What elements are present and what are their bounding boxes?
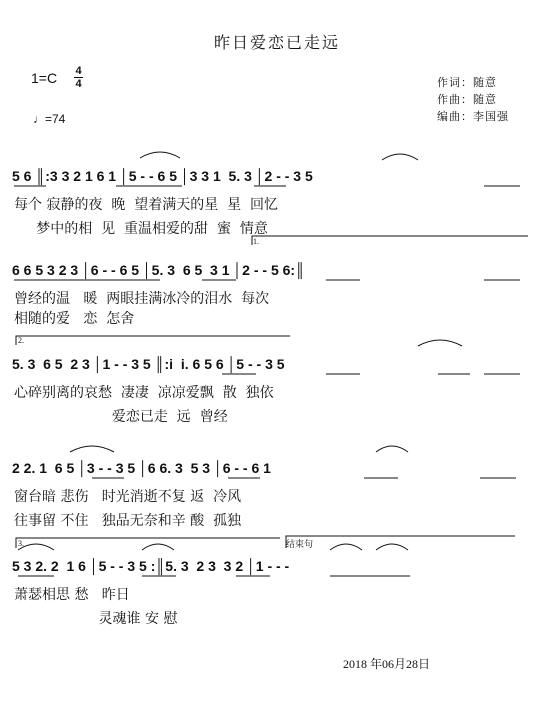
slur [330,544,362,550]
volta-bracket [16,336,290,345]
composer-credit: 作曲：随意 [437,93,497,106]
lyric-line: 梦中的相 见 重温相爱的甜 蜜 情意 [14,221,268,237]
notation-line: 6 6 5 3 2 3 │6 - - 6 5 │5. 3 6 5 3 1 │2 - - 5 6:║ [12,262,305,278]
notation-line: 5. 3 6 5 2 3 │1 - - 3 5 ║:i i. 6 5 6 │5 - - 3 5 [12,356,285,372]
slur [70,446,114,452]
tempo-marking: ♩=74 [33,112,66,126]
volta-label-second: 2. [18,336,24,345]
lyric-line: 相随的爱 恋 怎舍 [14,311,135,327]
notation-line: 5 3 2. 2 1 6 │5 - - 3 5 :║5. 3 2 3 3 2 │1 - - - [12,558,290,574]
slur [376,544,408,550]
lyric-line: 窗台暗 悲伤 时光消逝不复 返 冷风 [14,489,242,505]
lyric-line: 萧瑟相思 愁 昨日 [14,587,130,603]
lyric-line: 曾经的温 暖 两眼挂满冰冷的泪水 每次 [14,291,270,307]
lyric-line: 灵魂谁 安 慰 [14,611,178,627]
lyric-line: 每个 寂静的夜 晚 望着满天的星 星 回忆 [14,197,279,213]
slur [18,544,54,550]
time-signature-bottom: 4 [75,78,82,90]
notation-line: 2 2. 1 6 5 │3 - - 3 5 │6 6. 3 5 3 │6 - - 6 1 [12,460,271,476]
slur [418,340,462,346]
volta-label-third: 3. [18,539,24,548]
ending-label: 结束句 [286,539,314,549]
notation-line: 5 6 ║:3 3 2 1 6 1 │5 - - 6 5 │3 3 1 5. 3 │2 - - 3 5 [12,168,313,184]
slur [382,154,418,160]
lyric-line: 爱恋已走 远 曾经 [14,409,228,425]
lyric-line: 往事留 不住 独品无奈和辛 酸 孤独 [14,513,242,529]
volta-bracket [252,236,528,245]
slur [376,446,408,452]
arranger-credit: 编曲：李国强 [437,110,509,123]
slur [140,152,180,158]
song-title: 昨日爱恋已走远 [213,33,340,52]
lyricist-credit: 作词：随意 [437,76,497,89]
date-stamp: 2018 年06月28日 [343,657,431,671]
time-signature-top: 4 [75,65,82,77]
key-signature: 1=C [31,70,58,86]
slur [142,544,174,550]
lyric-line: 心碎别离的哀愁 凄凄 凉凉爱飘 散 独依 [14,385,274,401]
volta-label-first: 1. [253,237,259,246]
